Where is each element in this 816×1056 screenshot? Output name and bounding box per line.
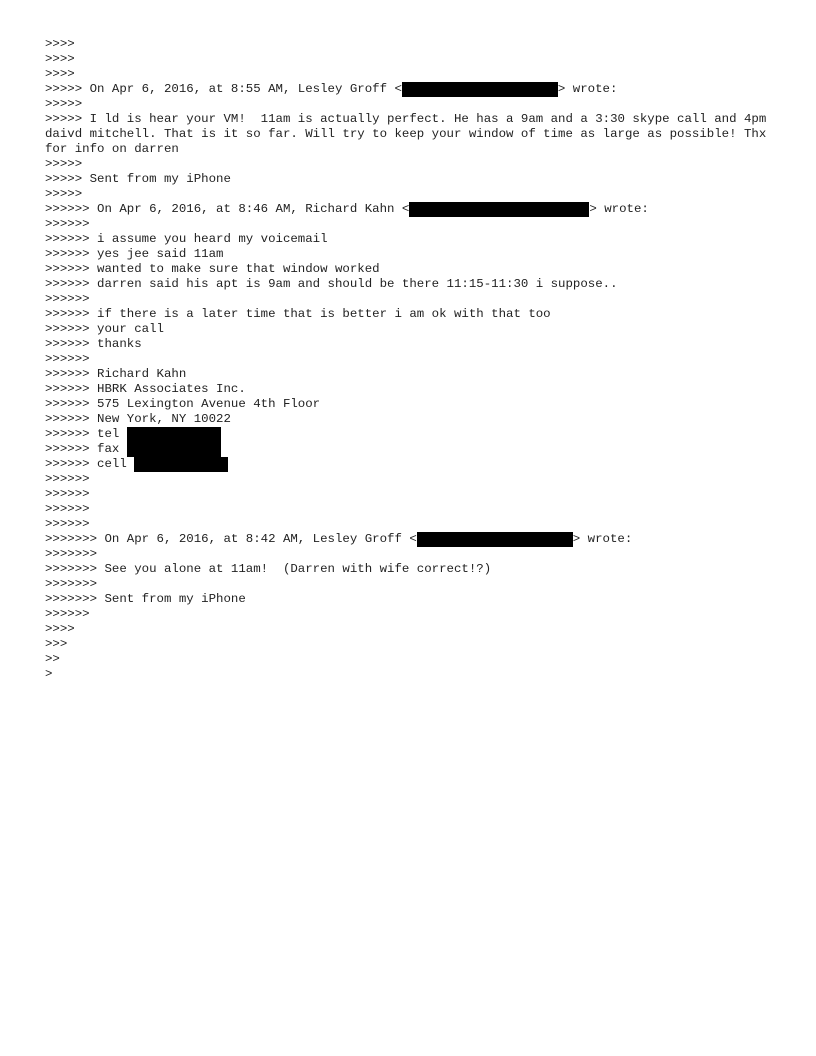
email-text: >>>>>>> xyxy=(45,577,98,591)
email-line xyxy=(45,82,785,97)
email-line xyxy=(45,292,785,307)
email-line xyxy=(45,427,785,442)
email-text: >>>>>> xyxy=(45,607,90,621)
email-line xyxy=(45,232,785,247)
email-line xyxy=(45,97,785,112)
redaction-block xyxy=(127,427,221,442)
email-line xyxy=(45,592,785,607)
email-text: >>>>>> darren said his apt is 9am and should be there 11:15-11:30 i suppose.. xyxy=(45,277,618,291)
redaction-block xyxy=(134,457,228,472)
email-text: >>>>>> fax xyxy=(45,442,127,456)
email-text: >>>>> xyxy=(45,97,83,111)
email-text: >>>>>> yes jee said 11am xyxy=(45,247,224,261)
email-text: >>>>>> xyxy=(45,472,90,486)
email-line xyxy=(45,217,785,232)
email-line xyxy=(45,157,785,172)
email-text: >>>>>> if there is a later time that is better i am ok with that too xyxy=(45,307,551,321)
email-line xyxy=(45,442,785,457)
email-text: >>>>>> xyxy=(45,487,90,501)
email-text: >>>>> xyxy=(45,187,83,201)
email-line xyxy=(45,382,785,397)
email-text: >>>>>> xyxy=(45,217,90,231)
redaction-block xyxy=(402,82,558,97)
email-line xyxy=(45,322,785,337)
email-line xyxy=(45,262,785,277)
email-line xyxy=(45,367,785,382)
email-line xyxy=(45,37,785,52)
email-text: >>>> xyxy=(45,52,75,66)
email-line xyxy=(45,247,785,262)
email-text: >>>>>> xyxy=(45,352,90,366)
email-body xyxy=(45,37,785,682)
email-text: >>>> xyxy=(45,67,75,81)
email-line xyxy=(45,472,785,487)
email-text: >>>>>> thanks xyxy=(45,337,142,351)
email-line xyxy=(45,652,785,667)
email-text: >>>>>>> Sent from my iPhone xyxy=(45,592,246,606)
email-line xyxy=(45,577,785,592)
email-line xyxy=(45,337,785,352)
email-line xyxy=(45,547,785,562)
email-line xyxy=(45,487,785,502)
email-text: >> xyxy=(45,652,60,666)
email-line xyxy=(45,397,785,412)
redaction-block xyxy=(417,532,573,547)
redaction-block xyxy=(127,442,221,457)
email-text: >>>>>> tel xyxy=(45,427,127,441)
email-line xyxy=(45,532,785,547)
email-line xyxy=(45,67,785,82)
email-text: >>>>>> On Apr 6, 2016, at 8:46 AM, Richard Kahn < xyxy=(45,202,410,216)
email-line xyxy=(45,187,785,202)
email-text: >>>> xyxy=(45,37,75,51)
email-text: >>> xyxy=(45,637,68,651)
email-text: >>>>>> xyxy=(45,517,90,531)
email-text: > wrote: xyxy=(572,532,633,546)
email-text: >>>>> xyxy=(45,157,83,171)
email-line xyxy=(45,607,785,622)
email-text: > xyxy=(45,667,53,681)
email-text: >>>>>> New York, NY 10022 xyxy=(45,412,231,426)
email-text: >>>>>>> xyxy=(45,547,98,561)
email-line xyxy=(45,502,785,517)
email-text: >>>> xyxy=(45,622,75,636)
email-text: >>>>>> i assume you heard my voicemail xyxy=(45,232,328,246)
email-text: >>>>>> your call xyxy=(45,322,164,336)
redaction-block xyxy=(409,202,589,217)
email-text: >>>>>>> On Apr 6, 2016, at 8:42 AM, Lesley Groff < xyxy=(45,532,417,546)
email-text: >>>>>> xyxy=(45,292,90,306)
email-text: >>>>> Sent from my iPhone xyxy=(45,172,231,186)
email-line xyxy=(45,517,785,532)
email-line xyxy=(45,352,785,367)
email-text: >>>>>> 575 Lexington Avenue 4th Floor xyxy=(45,397,321,411)
email-text: >>>>>> HBRK Associates Inc. xyxy=(45,382,246,396)
email-line xyxy=(45,277,785,292)
email-line xyxy=(45,112,785,157)
email-text: >>>>>>> See you alone at 11am! (Darren with wife correct!?) xyxy=(45,562,492,576)
email-text: >>>>>> wanted to make sure that window worked xyxy=(45,262,380,276)
email-line xyxy=(45,562,785,577)
email-line xyxy=(45,307,785,322)
email-line xyxy=(45,637,785,652)
email-text: >>>>> On Apr 6, 2016, at 8:55 AM, Lesley Groff < xyxy=(45,82,402,96)
email-line xyxy=(45,667,785,682)
email-line xyxy=(45,202,785,217)
email-text: >>>>> I ld is hear your VM! 11am is actually perfect. He has a 9am and a 3:30 skype call and 4pm daivd mitchell. That is it so far. Will try to keep your window of time as large as possible! Thx for info on darren xyxy=(45,112,774,156)
email-text: >>>>>> cell xyxy=(45,457,135,471)
email-line xyxy=(45,622,785,637)
email-text: >>>>>> Richard Kahn xyxy=(45,367,187,381)
email-text: > wrote: xyxy=(589,202,649,216)
email-line xyxy=(45,172,785,187)
email-text: > wrote: xyxy=(557,82,618,96)
email-text: >>>>>> xyxy=(45,502,90,516)
email-line xyxy=(45,412,785,427)
email-line xyxy=(45,52,785,67)
email-line xyxy=(45,457,785,472)
